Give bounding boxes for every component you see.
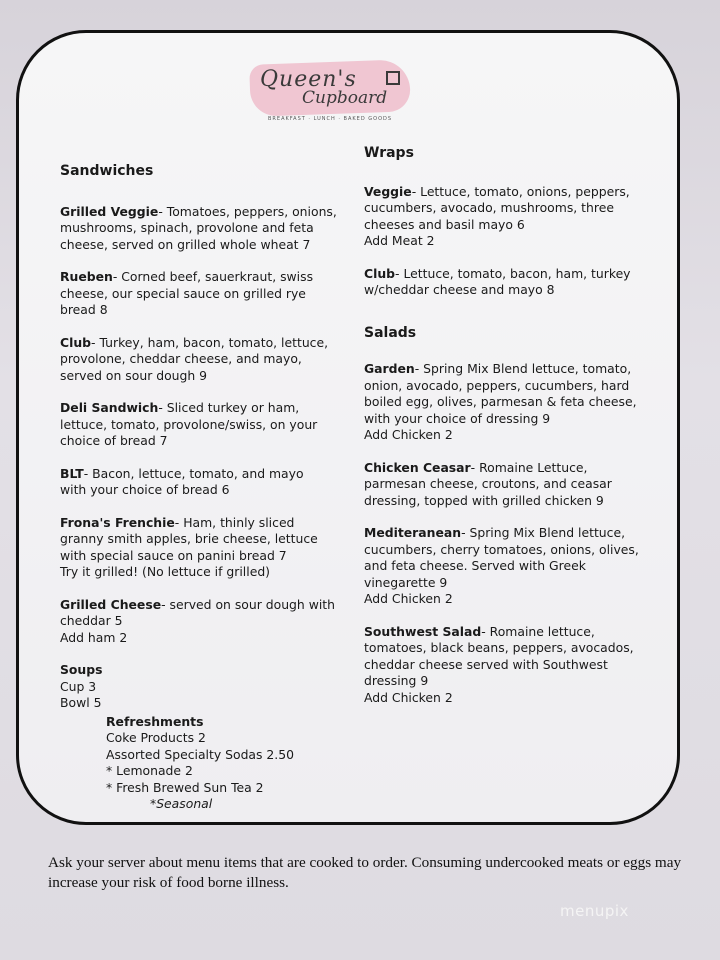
menu-item-description: Add ham 2 bbox=[60, 629, 128, 645]
menu-item-description: - Romaine lettuce, bbox=[481, 623, 595, 639]
menu-item-description: - Corned beef, sauerkraut, swiss bbox=[112, 269, 314, 284]
logo-tagline: BREAKFAST · LUNCH · BAKED GOODS bbox=[268, 116, 393, 122]
menu-item-title-line bbox=[364, 184, 664, 201]
menu-item-title-line bbox=[364, 361, 664, 378]
menu-item-title-line bbox=[60, 204, 360, 221]
menu-item-title-line bbox=[364, 460, 664, 477]
menu-item-description: dressing, topped with grilled chicken 9 bbox=[364, 492, 604, 508]
menu-item-description: cheese, served on grilled whole wheat 7 bbox=[60, 236, 311, 252]
seasonal-note: *Seasonal bbox=[150, 796, 213, 811]
menu-item-name: Club bbox=[60, 334, 92, 350]
menu-item-title-line bbox=[60, 335, 360, 352]
cupboard-icon bbox=[386, 71, 400, 85]
sandwiches-heading: Sandwiches bbox=[60, 163, 154, 179]
menu-item-description: - Ham, thinly sliced bbox=[174, 514, 295, 530]
menu-item-description: Add Chicken 2 bbox=[364, 591, 453, 606]
menu-item-description: cheeses and basil mayo 6 bbox=[364, 216, 525, 232]
menu-item-name: Garden bbox=[364, 361, 415, 376]
refreshment-item: Assorted Specialty Sodas 2.50 bbox=[106, 746, 295, 762]
menu-item-title-line bbox=[364, 266, 664, 283]
refreshment-item: Coke Products 2 bbox=[106, 730, 206, 745]
menu-item bbox=[364, 460, 664, 510]
menu-item-description: granny smith apples, brie cheese, lettuce bbox=[60, 531, 318, 546]
menu-item-name: Grilled Veggie bbox=[60, 203, 159, 219]
menu-item-description: served on sour dough 9 bbox=[60, 367, 208, 383]
menu-item bbox=[364, 361, 664, 444]
menu-item-title-line bbox=[60, 269, 360, 286]
menu-item bbox=[60, 466, 360, 499]
menu-item-description: - Romaine Lettuce, bbox=[470, 459, 588, 475]
menu-item-name: Veggie bbox=[364, 183, 412, 199]
menu-item-description: cheese, our special sauce on grilled rye bbox=[60, 285, 306, 301]
menu-item bbox=[60, 269, 360, 319]
sandwich-list bbox=[60, 204, 360, 647]
menu-item-description: with special sauce on panini bread 7 bbox=[60, 547, 287, 563]
menu-item-name: Chicken Ceasar bbox=[364, 459, 471, 475]
menu-item-name: Grilled Cheese bbox=[60, 596, 162, 612]
menu-item-title-line bbox=[364, 624, 664, 641]
menu-item-description: - Spring Mix Blend lettuce, tomato, bbox=[414, 361, 632, 376]
menu-item-description: boiled egg, olives, parmesan & feta cheese, bbox=[364, 394, 637, 409]
menu-item-description: - Sliced turkey or ham, bbox=[158, 400, 300, 415]
salads-heading: Salads bbox=[364, 324, 417, 341]
menu-item-title-line bbox=[364, 525, 664, 542]
menu-item-description: dressing 9 bbox=[364, 673, 429, 688]
menu-item-title-line bbox=[60, 597, 360, 614]
queens-cupboard-logo bbox=[250, 62, 420, 126]
food-safety-notice: Ask your server about menu items that are cooked to order. Consuming undercooked meats or eggs may increase your risk of food borne illness. bbox=[48, 854, 682, 891]
salad-list bbox=[364, 361, 664, 706]
menu-item-description: bread 8 bbox=[60, 302, 108, 317]
logo-name-line1: Queen's bbox=[260, 67, 357, 92]
menu-item-description: Add Chicken 2 bbox=[364, 689, 453, 705]
menu-item bbox=[364, 266, 664, 299]
menu-item-name: Deli Sandwich bbox=[60, 400, 159, 415]
menu-item-name: Rueben bbox=[60, 269, 113, 284]
menu-item bbox=[60, 515, 360, 581]
wraps-heading: Wraps bbox=[364, 145, 414, 161]
menu-item-name: Southwest Salad bbox=[364, 623, 482, 639]
menu-item bbox=[60, 597, 360, 647]
menu-item-description: vinegarette 9 bbox=[364, 574, 448, 590]
menu-item-description: tomatoes, black beans, peppers, avocados, bbox=[364, 640, 634, 655]
menu-item bbox=[364, 184, 664, 250]
menu-item-description: cheddar 5 bbox=[60, 613, 123, 628]
soup-bowl-price: Bowl 5 bbox=[60, 695, 102, 710]
menu-item-title-line bbox=[60, 400, 360, 417]
menu-item-description: Add Chicken 2 bbox=[364, 427, 453, 442]
menu-item-description: lettuce, tomato, provolone/swiss, on your bbox=[60, 416, 318, 432]
menu-item-description: with your choice of dressing 9 bbox=[364, 410, 551, 426]
menu-item-description: - Turkey, ham, bacon, tomato, lettuce, bbox=[91, 334, 329, 350]
menu-item bbox=[60, 400, 360, 450]
menu-item-description: Try it grilled! (No lettuce if grilled) bbox=[60, 564, 271, 579]
menu-item-description: cheddar cheese served with Southwest bbox=[364, 656, 608, 672]
menu-item-description: - served on sour dough with bbox=[161, 596, 336, 612]
menu-item-description: - Lettuce, tomato, onions, peppers, bbox=[411, 183, 630, 199]
menu-item-description: w/cheddar cheese and mayo 8 bbox=[364, 282, 555, 297]
menu-item-description: cucumbers, cherry tomatoes, onions, olives, bbox=[364, 541, 639, 557]
soup-cup-price: Cup 3 bbox=[60, 678, 97, 694]
menu-item-name: Frona's Frenchie bbox=[60, 514, 175, 530]
refreshments-section bbox=[106, 714, 360, 813]
left-column bbox=[60, 163, 360, 813]
menu-item-description: - Bacon, lettuce, tomato, and mayo bbox=[83, 465, 304, 481]
menu-item-description: - Spring Mix Blend lettuce, bbox=[461, 525, 626, 540]
wrap-list bbox=[364, 184, 664, 299]
menu-item-description: provolone, cheddar cheese, and mayo, bbox=[60, 351, 302, 366]
menu-item-name: Club bbox=[364, 265, 396, 281]
menu-item bbox=[60, 335, 360, 385]
menu-item-description: - Tomatoes, peppers, onions, bbox=[158, 203, 337, 219]
logo-name-line2: Cupboard bbox=[302, 88, 388, 108]
menu-item-description: onion, avocado, peppers, cucumbers, hard bbox=[364, 377, 630, 393]
menu-item-description: mushrooms, spinach, provolone and feta bbox=[60, 220, 314, 235]
menu-item bbox=[60, 204, 360, 254]
right-column bbox=[364, 145, 664, 722]
refreshment-item: * Lemonade 2 bbox=[106, 763, 193, 778]
menu-item-description: parmesan cheese, croutons, and ceasar bbox=[364, 476, 612, 491]
menu-item-description: with your choice of bread 6 bbox=[60, 482, 230, 497]
menu-item-description: cucumbers, avocado, mushrooms, three bbox=[364, 200, 614, 215]
menu-item-description: - Lettuce, tomato, bacon, ham, turkey bbox=[395, 265, 631, 281]
menupix-watermark: menupix bbox=[560, 902, 629, 920]
menu-item-description: choice of bread 7 bbox=[60, 433, 168, 448]
soups-section bbox=[60, 662, 360, 712]
refreshments-heading: Refreshments bbox=[106, 713, 204, 729]
refreshment-item: * Fresh Brewed Sun Tea 2 bbox=[106, 779, 264, 795]
menu-item-title-line bbox=[60, 515, 360, 532]
menu-item-name: BLT bbox=[60, 465, 84, 481]
menu-item-description: Add Meat 2 bbox=[364, 233, 435, 248]
menu-item-title-line bbox=[60, 466, 360, 483]
menu-item bbox=[364, 525, 664, 608]
menu-item-name: Mediteranean bbox=[364, 525, 462, 540]
soups-heading: Soups bbox=[60, 662, 103, 677]
menu-item-description: and feta cheese. Served with Greek bbox=[364, 558, 586, 573]
menu-item bbox=[364, 624, 664, 707]
